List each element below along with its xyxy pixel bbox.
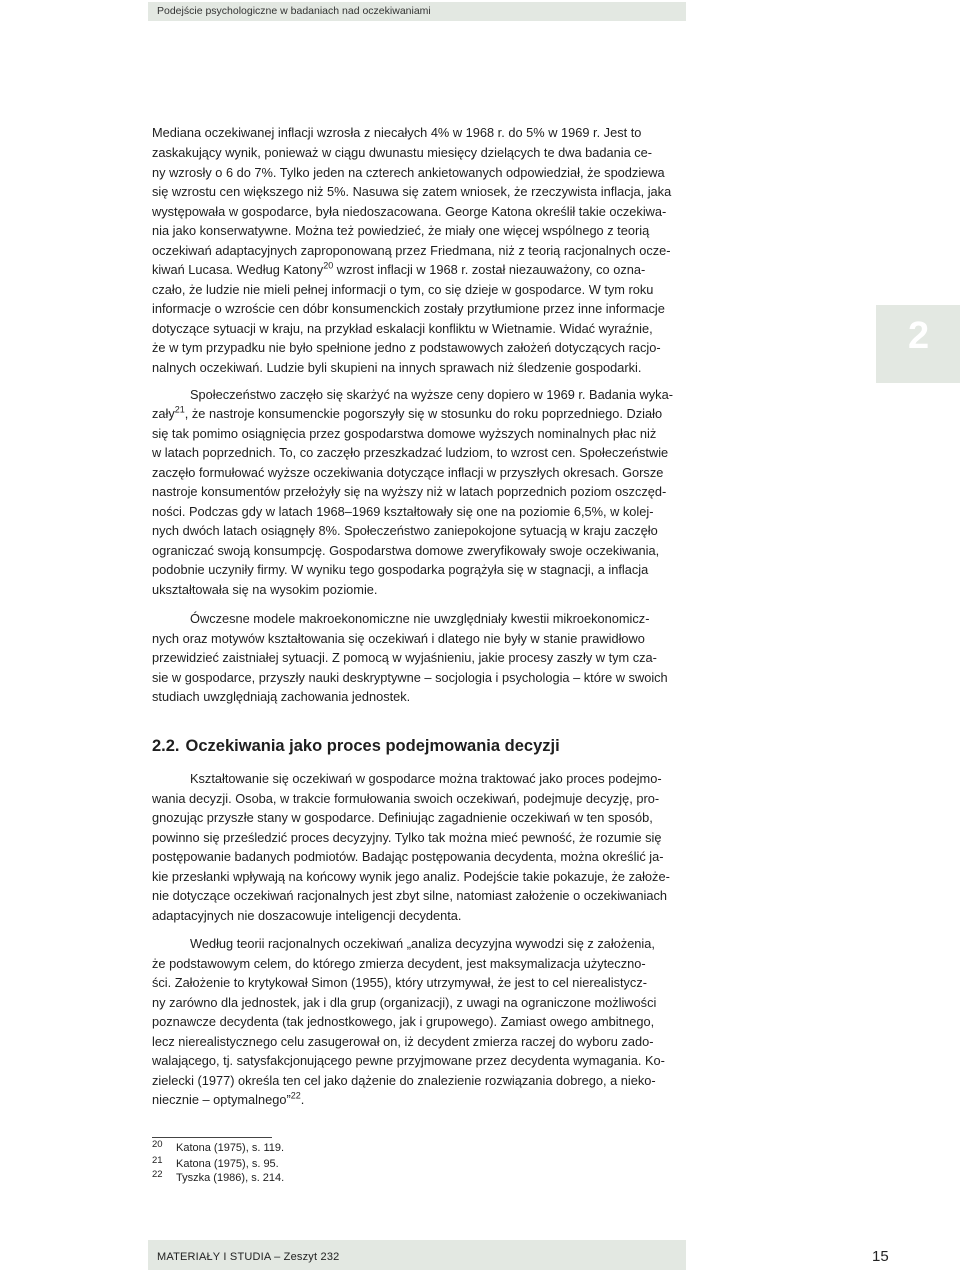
footnote-number: 22 (152, 1169, 163, 1180)
running-header (148, 2, 686, 21)
text-line: powinno się prześledzić proces decyzyjny. Tylko tak można mieć pewność, że rozumie się (152, 830, 662, 845)
text-run: wzrost inflacji w 1968 r. został niezauważony, co ozna- (333, 262, 646, 277)
text-line: nie dotyczące oczekiwań racjonalnych jest zbyt silne, natomiast założenie o oczekiwaniach (152, 888, 667, 903)
text-line: nia jako konserwatywne. Można też powiedzieć, że miały one więcej wspólnego z teorią (152, 223, 650, 238)
footnote-ref-20[interactable]: 20 (323, 260, 334, 271)
text-line: nych oraz motywów kształtowania się oczekiwań i dlatego nie były w stanie prawidłowo (152, 631, 645, 646)
text-line: poznawcze decydenta (tak jednostkowego, jak i grupowego). Zamiast owego ambitnego, (152, 1014, 655, 1029)
footnote-number: 21 (152, 1155, 163, 1166)
text-run: niecznie – optymalnego” (152, 1092, 291, 1107)
text-line: kie przesłanki wpływają na końcowy wynik jego analiz. Podejście takie pokazuje, że założe- (152, 869, 670, 884)
text-line (152, 1091, 304, 1109)
text-line: ny wzrosły o 6 do 7%. Tylko jeden na czterech ankietowanych odpowiedział, że spodziewa (152, 165, 665, 180)
text-line: ności. Podczas gdy w latach 1968–1969 kształtowały się one na poziomie 6,5%, w kolej- (152, 504, 654, 519)
text-run: , że nastroje konsumenckie pogorszyły się w stosunku do roku poprzedniego. Działo (184, 406, 663, 421)
text-run: . (300, 1092, 305, 1107)
text-line: że podstawowym celem, do którego zmierza decydent, jest maksymalizacja użyteczno- (152, 956, 646, 971)
footnote-ref-21[interactable]: 21 (174, 404, 185, 415)
text-line: informacje o wzroście cen dóbr konsumenckich zostały przytłumione przez inne informacje (152, 301, 665, 316)
page-number: 15 (872, 1248, 889, 1265)
text-line (152, 405, 662, 423)
text-line: czało, że ludzie nie mieli pełnej informacji o tym, co się dzieje w gospodarce. W tym roku (152, 282, 654, 297)
text-line: zaczęło formułować wyższe oczekiwania dotyczące inflacji w przyszłych okresach. Gorsze (152, 465, 664, 480)
footnote-text: Katona (1975), s. 119. (176, 1142, 285, 1154)
text-line: gnozując przyszłe stany w gospodarce. Definiując zagadnienie oczekiwań w ten sposób, (152, 810, 653, 825)
footnote-divider (152, 1137, 272, 1138)
text-line: walającego, tj. satysfakcjonującego pewne przyjmowane przez decydenta wymagania. Ko- (152, 1053, 665, 1068)
text-run: kiwań Lucasa. Według Katony (152, 262, 324, 277)
text-line: ny zarówno dla jednostek, jak i dla grup (organizacji), z uwagi na ograniczone możliwości (152, 995, 657, 1010)
text-line: nastroje konsumentów przełożyły się na wyższy niż w latach poprzednich poziom oszczęd- (152, 484, 667, 499)
text-line: się tak pomimo osiągnięcia przez gospodarstwa domowe wyższych nominalnych płac niż (152, 426, 657, 441)
section-title: Oczekiwania jako proces podejmowania decyzji (185, 737, 560, 755)
text-line: Społeczeństwo zaczęło się skarżyć na wyższe ceny dopiero w 1969 r. Badania wyka- (190, 387, 673, 402)
text-line: postępowanie badanych podmiotów. Badając postępowania decydenta, można określić ja- (152, 849, 664, 864)
text-line: ograniczać swoją konsumpcję. Gospodarstwa domowe zweryfikowały swoje oczekiwania, (152, 543, 660, 558)
text-line: nalnych oczekiwań. Ludzie byli skupieni na innych sprawach niż śledzenie gospodarki. (152, 360, 642, 375)
footnote-number: 20 (152, 1139, 163, 1150)
footnote-ref-22[interactable]: 22 (290, 1090, 301, 1101)
text-line: przewidzieć zaistniałej sytuacji. Z pomocą w wyjaśnieniu, jakie procesy zaszły w tym cza- (152, 650, 657, 665)
text-line: ści. Założenie to krytykował Simon (1955), który utrzymywał, że jest to cel nierealistycz- (152, 975, 647, 990)
text-line: adaptacyjnych nie doszacowuje inteligencji decydenta. (152, 908, 462, 923)
footnote-text: Katona (1975), s. 95. (176, 1158, 279, 1170)
chapter-number: 2 (908, 315, 929, 357)
running-footer (148, 1240, 686, 1270)
text-line: w latach poprzednich. To, co zaczęło przeszkadzać ludziom, to wzrost cen. Społeczeństwie (152, 445, 669, 460)
footnote-20 (152, 1139, 285, 1154)
text-line: sie w gospodarce, przyszły nauki deskryptywne – socjologia i psychologia – które w swoich (152, 670, 668, 685)
text-line: że w tym przypadku nie było spełnione jedno z podstawowych założeń dotyczących racjo- (152, 340, 661, 355)
text-line: dotyczące sytuacji w kraju, na przykład eskalacji konfliktu w Wietnamie. Widać wyraźnie, (152, 321, 653, 336)
text-line: oczekiwań adaptacyjnych zaproponowaną przez Friedmana, niż z teorią racjonalnych ocze- (152, 243, 671, 258)
text-line: ukształtowała się na wysokim poziomie. (152, 582, 378, 597)
text-line: się wzrostu cen większego niż 5%. Nasuwa się zatem wniosek, że rzeczywista inflacja, jaka (152, 184, 672, 199)
text-line (152, 261, 645, 279)
publication-title: MATERIAŁY I STUDIA – Zeszyt 232 (157, 1251, 340, 1263)
footnote-22 (152, 1169, 285, 1184)
section-heading (152, 737, 566, 756)
text-line: Mediana oczekiwanej inflacji wzrosła z niecałych 4% w 1968 r. do 5% w 1969 r. Jest to (152, 125, 642, 140)
text-line: nych dwóch latach osiągnęły 8%. Społeczeństwo zaniepokojone sytuacją w kraju zaczęło (152, 523, 658, 538)
text-line: występowała w gospodarce, była niedoszacowana. George Katona określił takie oczekiwa- (152, 204, 667, 219)
section-number: 2.2. (152, 737, 180, 755)
text-line: lecz nierealistycznego celu zasugerował on, iż decydent zmierza raczej do wyboru zado- (152, 1034, 654, 1049)
text-line: Ówczesne modele makroekonomiczne nie uwzględniały kwestii mikroekonomicz- (190, 611, 650, 626)
footnote-text: Tyszka (1986), s. 214. (176, 1172, 285, 1184)
chapter-tab (876, 305, 960, 383)
text-line: Kształtowanie się oczekiwań w gospodarce można traktować jako proces podejmo- (190, 771, 662, 786)
text-line: zielecki (1977) określa ten cel jako dążenie do znalezienie rozwiązania dobrego, a nieko- (152, 1073, 656, 1088)
text-line: Według teorii racjonalnych oczekiwań „analiza decyzyjna wywodzi się z założenia, (190, 936, 655, 951)
text-line: podobnie uczyniły firmy. W wyniku tego gospodarka pogrążyła się w stagnacji, a inflacja (152, 562, 649, 577)
text-run: zały (152, 406, 175, 421)
text-line: wania decyzji. Osoba, w trakcie formułowania swoich oczekiwań, podejmuje decyzję, pro- (152, 791, 660, 806)
text-line: zaskakujący wynik, ponieważ w ciągu dwunastu miesięcy dzielących te dwa badania ce- (152, 145, 653, 160)
text-line: studiach uwzględniają zachowania jednostek. (152, 689, 411, 704)
running-title: Podejście psychologiczne w badaniach nad oczekiwaniami (157, 5, 431, 17)
